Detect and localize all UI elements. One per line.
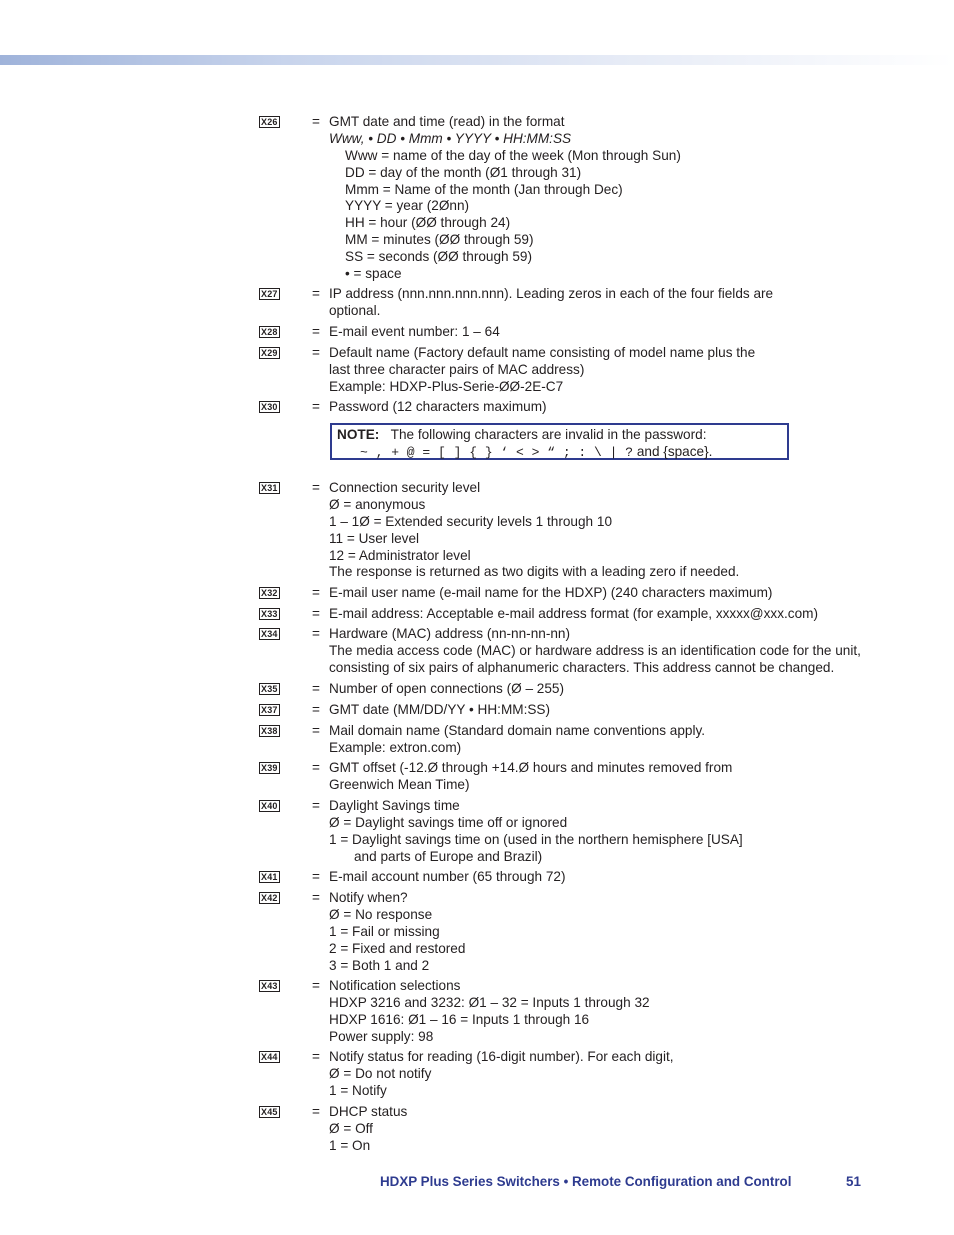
entry-body	[329, 681, 869, 698]
entry-line: Www = name of the day of the week (Mon through Sun)	[345, 147, 681, 163]
entry-line: Www, • DD • Mmm • YYYY • HH:MM:SS	[329, 130, 572, 146]
entry-line: GMT date and time (read) in the format	[329, 114, 565, 129]
entry-line: 1 = Daylight savings time on (used in the northern hemisphere [USA]	[329, 831, 743, 847]
entry-line: 3 = Both 1 and 2	[329, 957, 430, 973]
equals-sign: =	[312, 286, 320, 301]
entry-body	[329, 890, 869, 974]
entry-line: 1 = Notify	[329, 1082, 387, 1098]
entry-line: 1 – 1Ø = Extended security levels 1 through 10	[329, 513, 612, 529]
variable-tag: X43	[261, 981, 278, 991]
entry-line: Ø = anonymous	[329, 496, 426, 512]
equals-sign: =	[312, 702, 320, 717]
equals-sign: =	[312, 399, 320, 414]
variable-tag: X27	[261, 289, 278, 299]
entry-line: Daylight Savings time	[329, 798, 460, 813]
equals-sign: =	[312, 890, 320, 905]
variable-tag: X35	[261, 684, 278, 694]
entry-line: Notify status for reading (16-digit number). For each digit,	[329, 1049, 674, 1064]
equals-sign: =	[312, 798, 320, 813]
entry-body	[329, 399, 869, 416]
entry-line: Connection security level	[329, 480, 481, 495]
entry-body	[329, 702, 869, 719]
equals-sign: =	[312, 760, 320, 775]
variable-tag: X28	[261, 327, 278, 337]
entry-body	[329, 606, 869, 623]
note-line	[360, 444, 712, 462]
entry-line: and parts of Europe and Brazil)	[354, 848, 543, 864]
entry-line: Example: HDXP-Plus-Serie-ØØ-2E-C7	[329, 378, 564, 394]
note-line	[337, 427, 706, 444]
entry-body	[329, 585, 869, 602]
note-text: The following characters are invalid in the password:	[390, 427, 707, 442]
equals-sign: =	[312, 1104, 320, 1119]
equals-sign: =	[312, 480, 320, 495]
note-label: NOTE:	[337, 427, 380, 442]
entry-line: Mmm = Name of the month (Jan through Dec)	[345, 181, 623, 197]
variable-tag: X30	[261, 402, 278, 412]
password-note-box	[330, 423, 789, 460]
entry-line: E-mail user name (e-mail name for the HDXP) (240 characters maximum)	[329, 585, 773, 600]
entry-line: DD = day of the month (Ø1 through 31)	[345, 164, 582, 180]
entry-body	[329, 978, 869, 1046]
entry-body	[329, 626, 869, 677]
variable-tag: X39	[261, 763, 278, 773]
entry-line: optional.	[329, 302, 381, 318]
entry-line: HDXP 3216 and 3232: Ø1 – 32 = Inputs 1 through 32	[329, 994, 650, 1010]
variable-tag: X41	[261, 872, 278, 882]
entry-line: Number of open connections (Ø – 255)	[329, 681, 565, 696]
entry-line: Ø = No response	[329, 906, 433, 922]
entry-line: Ø = Daylight savings time off or ignored	[329, 814, 568, 830]
entry-body	[329, 480, 869, 581]
variable-tag: X32	[261, 588, 278, 598]
equals-sign: =	[312, 869, 320, 884]
equals-sign: =	[312, 114, 320, 129]
entry-line: IP address (nnn.nnn.nnn.nnn). Leading zeros in each of the four fields are	[329, 286, 774, 301]
invalid-characters: ~ , + @ = [ ] { } ‘ < > “ ; : \ | ?	[360, 445, 634, 460]
entry-line: E-mail address: Acceptable e-mail address format (for example, xxxxx@xxx.com)	[329, 606, 818, 621]
entry-line: 11 = User level	[329, 530, 420, 546]
entry-line: Notify when?	[329, 890, 408, 905]
variable-tag: X33	[261, 609, 278, 619]
entry-line: YYYY = year (2Ønn)	[345, 198, 470, 214]
entry-body	[329, 723, 869, 757]
header-gradient-bar	[0, 55, 954, 65]
entry-body	[329, 324, 869, 341]
entry-line: Hardware (MAC) address (nn-nn-nn-nn)	[329, 626, 570, 641]
entry-line: • = space	[345, 266, 402, 282]
entry-line: GMT date (MM/DD/YY • HH:MM:SS)	[329, 702, 551, 717]
variable-tag: X31	[261, 483, 278, 493]
equals-sign: =	[312, 606, 320, 621]
equals-sign: =	[312, 681, 320, 696]
entry-line: 12 = Administrator level	[329, 547, 471, 563]
note-suffix: and {space}.	[633, 444, 713, 459]
entry-line: Power supply: 98	[329, 1028, 434, 1044]
entry-line: 1 = Fail or missing	[329, 923, 440, 939]
entry-line: Mail domain name (Standard domain name conventions apply.	[329, 723, 706, 738]
entry-line: 2 = Fixed and restored	[329, 940, 466, 956]
equals-sign: =	[312, 978, 320, 993]
entry-line: MM = minutes (ØØ through 59)	[345, 232, 534, 248]
variable-tag: X45	[261, 1107, 278, 1117]
entry-line: Notification selections	[329, 978, 461, 993]
entry-line: Ø = Do not notify	[329, 1065, 432, 1081]
page-number: 51	[846, 1174, 861, 1189]
entry-line: consisting of six pairs of alphanumeric characters. This address cannot be changed.	[329, 659, 835, 675]
variable-tag: X37	[261, 705, 278, 715]
entry-line: DHCP status	[329, 1104, 408, 1119]
entry-line: GMT offset (-12.Ø through +14.Ø hours and minutes removed from	[329, 760, 733, 775]
variable-tag: X42	[261, 893, 278, 903]
entry-body	[329, 1104, 869, 1155]
equals-sign: =	[312, 723, 320, 738]
entry-line: HDXP 1616: Ø1 – 16 = Inputs 1 through 16	[329, 1011, 590, 1027]
entry-body	[329, 114, 869, 283]
footer-title: HDXP Plus Series Switchers • Remote Configuration and Control	[380, 1174, 792, 1189]
variable-tag: X38	[261, 726, 278, 736]
entry-body	[329, 869, 869, 886]
entry-line: Example: extron.com)	[329, 739, 462, 755]
entry-line: Greenwich Mean Time)	[329, 776, 470, 792]
entry-line: SS = seconds (ØØ through 59)	[345, 249, 533, 265]
equals-sign: =	[312, 1049, 320, 1064]
entry-line: The media access code (MAC) or hardware address is an identification code for the unit,	[329, 642, 861, 658]
entry-line: Default name (Factory default name consisting of model name plus the	[329, 345, 756, 360]
variable-tag: X26	[261, 117, 278, 127]
variable-tag: X44	[261, 1052, 278, 1062]
entry-line: last three character pairs of MAC address)	[329, 361, 585, 377]
entry-body	[329, 760, 869, 794]
entry-line: E-mail account number (65 through 72)	[329, 869, 566, 884]
entry-line: Password (12 characters maximum)	[329, 399, 547, 414]
entry-line: Ø = Off	[329, 1120, 373, 1136]
entry-line: HH = hour (ØØ through 24)	[345, 215, 511, 231]
variable-tag: X29	[261, 348, 278, 358]
entry-line: 1 = On	[329, 1137, 371, 1153]
entry-line: E-mail event number: 1 – 64	[329, 324, 500, 339]
entry-body	[329, 1049, 869, 1100]
equals-sign: =	[312, 626, 320, 641]
entry-body	[329, 798, 869, 866]
entry-body	[329, 345, 869, 396]
entry-body	[329, 286, 869, 320]
entry-line: The response is returned as two digits with a leading zero if needed.	[329, 564, 740, 580]
equals-sign: =	[312, 585, 320, 600]
equals-sign: =	[312, 345, 320, 360]
variable-tag: X34	[261, 629, 278, 639]
equals-sign: =	[312, 324, 320, 339]
variable-tag: X40	[261, 801, 278, 811]
